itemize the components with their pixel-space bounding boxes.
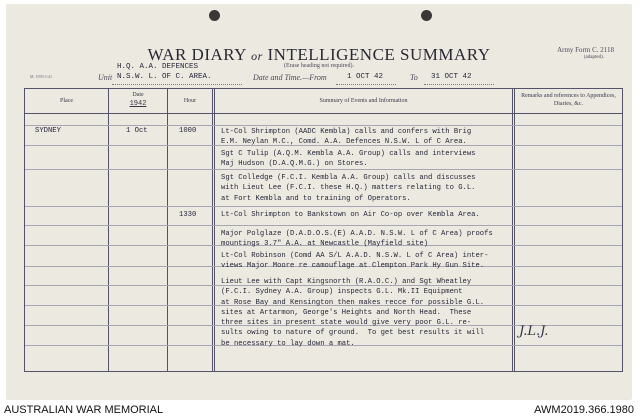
column-divider <box>167 89 168 371</box>
handwritten-initials: J.L.J. <box>519 324 549 339</box>
entry-summary: Sgt Colledge (F.C.I. Kembla A.A. Group) calls and discusses with Lieut Lee (F.C.I. these H.Q.) matters relating to G.L. at Fort Kembla and to training of Operators. <box>221 174 476 203</box>
entry-summary: Sgt C Tulip (A.Q.M. Kembla A.A. Group) calls and interviews Maj Hudson (D.A.Q.M.G.) on Stores. <box>221 150 476 169</box>
entry-hour: 1000 <box>179 127 197 135</box>
entry-summary: Lieut Lee with Capt Kingsnorth (R.A.O.C.) and Sgt Wheatley (F.C.I. Sydney A.A. Group) inspects G.L. Mk.II Equipment at Rose Bay and Kensington then makes recce for possible G.L. sites at Artarmon, George's Heights and North Head. These three sites in present state would give very poor G.L. re- sults owing to nature of ground. To get best results it will be necessary to lay down a mat. <box>221 278 485 348</box>
column-header-place: Place <box>60 98 73 104</box>
from-dotted-line <box>336 84 396 85</box>
punch-hole-right <box>421 10 432 21</box>
army-form-adapted: (adapted). <box>583 55 604 60</box>
archive-footer <box>0 402 640 419</box>
diary-sheet <box>6 4 632 400</box>
to-date: 31 OCT 42 <box>431 73 472 81</box>
title-intelligence-summary: INTELLIGENCE SUMMARY <box>267 45 491 64</box>
entry-summary: Major Polglaze (D.A.D.O.S.(E) A.A.D. N.S.W. L of C Area) proofs mountings 3.7" A.A. at Newcastle (Mayfield site) <box>221 230 493 249</box>
army-form-number: Army Form C. 2118 <box>557 46 614 54</box>
entry-summary: Lt-Col Shrimpton (AADC Kembla) calls and confers with Brig E.M. Neylan M.C., Comd. A.A. Defences N.S.W. L of C Area. <box>221 128 472 147</box>
entry-date: 1 Oct <box>126 127 148 135</box>
hq-heading: H.Q. A.A. DEFENCES <box>117 63 199 71</box>
form-subtitle: (Erase heading not required). <box>284 63 354 69</box>
entry-summary: Lt-Col Robinson (Comd AA S/L A.A.D. N.S.W. L of C Area) inter- views Major Moore re camouflage at Clempton Park Hy Gun Site. <box>221 252 489 271</box>
title-or: or <box>251 49 263 63</box>
from-date: 1 OCT 42 <box>347 73 384 81</box>
title-war-diary: WAR DIARY <box>147 45 247 64</box>
row-rule <box>25 206 622 207</box>
column-header-date-year: 1942 <box>129 99 147 108</box>
punch-hole-left <box>209 10 220 21</box>
unit-value: N.S.W. L. OF C. AREA. <box>117 73 212 81</box>
unit-label: Unit <box>98 73 113 82</box>
header-rule <box>25 113 622 114</box>
column-header-date-label: Date <box>132 92 144 98</box>
column-header-hour: Hour <box>183 98 197 104</box>
entry-hour: 1330 <box>179 211 197 219</box>
archive-reference: AWM2019.366.1980 <box>534 404 634 416</box>
row-rule <box>25 125 622 126</box>
column-header-summary: Summary of Events and Information <box>319 98 408 104</box>
column-divider <box>108 89 109 371</box>
column-divider <box>212 89 215 371</box>
date-time-label: Date and Time.—From <box>253 73 327 82</box>
entry-summary: Lt-Col Shrimpton to Bankstown on Air Co-op over Kembla Area. <box>221 211 480 219</box>
to-label: To <box>410 73 418 82</box>
archive-name: AUSTRALIAN WAR MEMORIAL <box>4 404 164 416</box>
column-divider <box>512 89 515 371</box>
row-rule <box>25 225 622 226</box>
entry-place: SYDNEY <box>35 127 61 135</box>
to-dotted-line <box>424 84 494 85</box>
column-header-date <box>109 92 167 108</box>
unit-dotted-line <box>112 84 242 85</box>
form-title <box>6 45 632 65</box>
column-header-remarks: Remarks and references to Appendices, Diaries, &c. <box>521 93 616 107</box>
form-code: M. 1959-1/41 <box>30 74 52 79</box>
